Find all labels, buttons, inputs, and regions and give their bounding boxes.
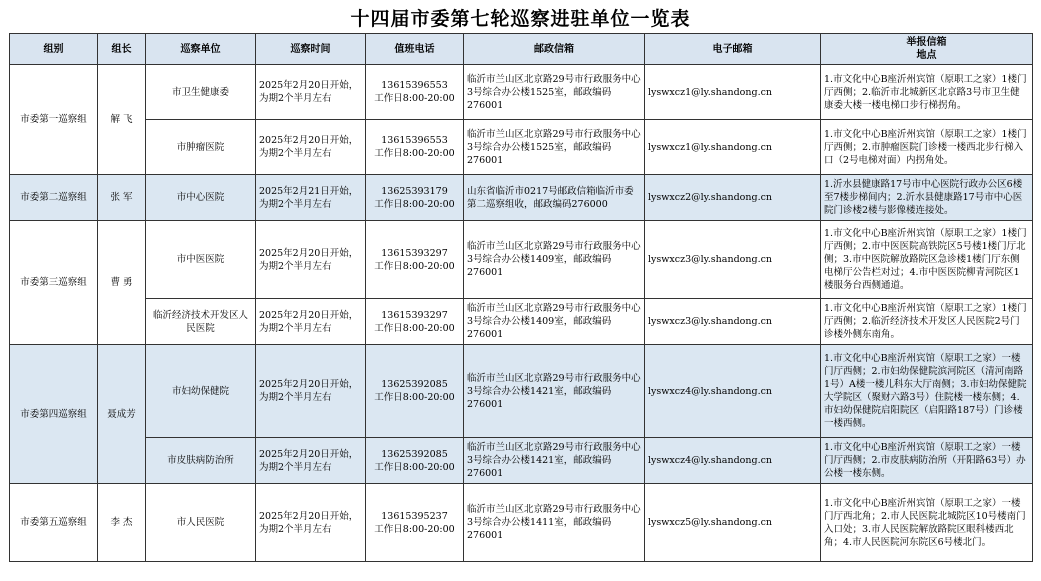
group-name: 市委第三巡察组 (10, 221, 98, 345)
inspection-time: 2025年2月20日开始，为期2个半月左右 (256, 345, 366, 438)
report-location: 1.市文化中心B座沂州宾馆（原职工之家）1楼门厅西侧；2.临沂经济技术开发区人民医院2号门诊楼外侧东南角。 (821, 299, 1033, 345)
email-address: lyswxcz4@ly.shandong.cn (645, 345, 821, 438)
report-location: 1.市文化中心B座沂州宾馆（原职工之家）一楼门厅西侧；2.市妇幼保健院滨河院区（清河南路1号）A楼一楼儿科东大厅南侧；3.市妇幼保健院大学院区（聚财六路3号）住院楼一楼东侧；4.市妇幼保健院启阳院区（启阳路187号）门诊楼一楼西侧。 (821, 345, 1033, 438)
phone-hours: 工作日8:00-20:00 (374, 392, 455, 403)
group-name: 市委第四巡察组 (10, 345, 98, 484)
duty-phone (366, 175, 464, 221)
table-row (10, 175, 1033, 221)
header-mail: 邮政信箱 (464, 34, 645, 65)
header-email: 电子邮箱 (645, 34, 821, 65)
postal-mailbox: 临沂市兰山区北京路29号市行政服务中心3号综合办公楼1411室，邮政编码276001 (464, 484, 645, 562)
phone-number: 13615395237 (381, 510, 448, 522)
table-row (10, 484, 1033, 562)
email-address: lyswxcz3@ly.shandong.cn (645, 221, 821, 299)
email-address: lyswxcz1@ly.shandong.cn (645, 65, 821, 120)
header-phone: 值班电话 (366, 34, 464, 65)
header-time: 巡察时间 (256, 34, 366, 65)
table-row (10, 299, 1033, 345)
duty-phone (366, 484, 464, 562)
group-leader: 张 军 (98, 175, 146, 221)
email-address: lyswxcz1@ly.shandong.cn (645, 120, 821, 175)
phone-hours: 工作日8:00-20:00 (374, 461, 455, 473)
inspection-time: 2025年2月20日开始，为期2个半月左右 (256, 221, 366, 299)
phone-number: 13615393297 (381, 247, 448, 259)
inspection-time: 2025年2月21日开始，为期2个半月左右 (256, 175, 366, 221)
unit-name: 市中医医院 (146, 221, 256, 299)
email-address: lyswxcz3@ly.shandong.cn (645, 299, 821, 345)
phone-number: 13615396553 (381, 80, 448, 91)
inspection-time: 2025年2月20日开始，为期2个半月左右 (256, 299, 366, 345)
group-name: 市委第一巡察组 (10, 65, 98, 175)
group-leader: 聂成芳 (98, 345, 146, 484)
phone-number: 13615396553 (381, 135, 448, 146)
postal-mailbox: 临沂市兰山区北京路29号市行政服务中心3号综合办公楼1525室，邮政编码276001 (464, 120, 645, 175)
phone-number: 13625393179 (381, 185, 448, 197)
duty-phone (366, 65, 464, 120)
group-name: 市委第五巡察组 (10, 484, 98, 562)
group-name: 市委第二巡察组 (10, 175, 98, 221)
report-location: 1.市文化中心B座沂州宾馆（原职工之家）一楼门厅西北角；2.市人民医院北城院区10号楼南门入口处；3.市人民医院解放路院区眼科楼西北角；4.市人民医院河东院区6号楼北门。 (821, 484, 1033, 562)
table-row (10, 221, 1033, 299)
unit-name: 市皮肤病防治所 (146, 438, 256, 484)
unit-name: 市中心医院 (146, 175, 256, 221)
phone-hours: 工作日8:00-20:00 (374, 93, 455, 104)
phone-hours: 工作日8:00-20:00 (374, 260, 455, 272)
inspection-time: 2025年2月20日开始，为期2个半月左右 (256, 438, 366, 484)
group-leader: 曹 勇 (98, 221, 146, 345)
duty-phone (366, 345, 464, 438)
email-address: lyswxcz4@ly.shandong.cn (645, 438, 821, 484)
group-leader: 李 杰 (98, 484, 146, 562)
header-leader: 组长 (98, 34, 146, 65)
report-location: 1.市文化中心B座沂州宾馆（原职工之家）一楼门厅西侧；2.市皮肤病防治所（开阳路63号）办公楼一楼东侧。 (821, 438, 1033, 484)
inspection-time: 2025年2月20日开始，为期2个半月左右 (256, 120, 366, 175)
table-row (10, 345, 1033, 438)
duty-phone (366, 438, 464, 484)
table-row (10, 120, 1033, 175)
header-row (10, 34, 1033, 65)
inspection-time: 2025年2月20日开始，为期2个半月左右 (256, 484, 366, 562)
page-title: 十四届市委第七轮巡察进驻单位一览表 (350, 8, 691, 30)
phone-hours: 工作日8:00-20:00 (374, 198, 455, 210)
unit-name: 市肿瘤医院 (146, 120, 256, 175)
phone-number: 13625392085 (381, 379, 448, 390)
phone-number: 13625392085 (381, 448, 448, 460)
unit-name: 市妇幼保健院 (146, 345, 256, 438)
table-row (10, 65, 1033, 120)
email-address: lyswxcz5@ly.shandong.cn (645, 484, 821, 562)
postal-mailbox: 临沂市兰山区北京路29号市行政服务中心3号综合办公楼1421室，邮政编码276001 (464, 438, 645, 484)
header-unit: 巡察单位 (146, 34, 256, 65)
phone-hours: 工作日8:00-20:00 (374, 523, 455, 535)
report-location: 1.市文化中心B座沂州宾馆（原职工之家）1楼门厅西侧；2.市中医医院高铁院区5号楼1楼门厅北侧；3.市中医院解放路院区急诊楼1楼门厅东侧电梯厅公告栏对过；4.市中医医院柳青河院区1楼服务台西侧通道。 (821, 221, 1033, 299)
postal-mailbox: 临沂市兰山区北京路29号市行政服务中心3号综合办公楼1421室，邮政编码276001 (464, 345, 645, 438)
duty-phone (366, 120, 464, 175)
header-report-line2: 地点 (916, 50, 937, 61)
report-location: 1.市文化中心B座沂州宾馆（原职工之家）1楼门厅西侧；2.市肿瘤医院门诊楼一楼西北步行梯入口（2号电梯对面）内拐角处。 (821, 120, 1033, 175)
duty-phone (366, 299, 464, 345)
duty-phone (366, 221, 464, 299)
unit-name: 市人民医院 (146, 484, 256, 562)
unit-name: 市卫生健康委 (146, 65, 256, 120)
postal-mailbox: 山东省临沂市0217号邮政信箱临沂市委第二巡察组收，邮政编码276000 (464, 175, 645, 221)
report-location: 1.市文化中心B座沂州宾馆（原职工之家）1楼门厅西侧；2.临沂市北城新区北京路3号市卫生健康委大楼一楼电梯口步行梯拐角。 (821, 65, 1033, 120)
postal-mailbox: 临沂市兰山区北京路29号市行政服务中心3号综合办公楼1409室，邮政编码276001 (464, 221, 645, 299)
inspection-time: 2025年2月20日开始，为期2个半月左右 (256, 65, 366, 120)
postal-mailbox: 临沂市兰山区北京路29号市行政服务中心3号综合办公楼1525室，邮政编码276001 (464, 65, 645, 120)
header-group: 组别 (10, 34, 98, 65)
header-report (821, 34, 1033, 65)
phone-number: 13615393297 (381, 309, 448, 321)
phone-hours: 工作日8:00-20:00 (374, 148, 455, 159)
table-row (10, 438, 1033, 484)
postal-mailbox: 临沂市兰山区北京路29号市行政服务中心3号综合办公楼1409室，邮政编码276001 (464, 299, 645, 345)
report-location: 1.沂水县健康路17号市中心医院行政办公区6楼至7楼步梯间内；2.沂水县健康路17号市中心医院门诊楼2楼与影像楼连接处。 (821, 175, 1033, 221)
phone-hours: 工作日8:00-20:00 (374, 322, 455, 334)
email-address: lyswxcz2@ly.shandong.cn (645, 175, 821, 221)
header-report-line1: 举报信箱 (906, 37, 947, 48)
unit-name: 临沂经济技术开发区人民医院 (146, 299, 256, 345)
inspection-table (9, 33, 1033, 562)
group-leader: 解 飞 (98, 65, 146, 175)
